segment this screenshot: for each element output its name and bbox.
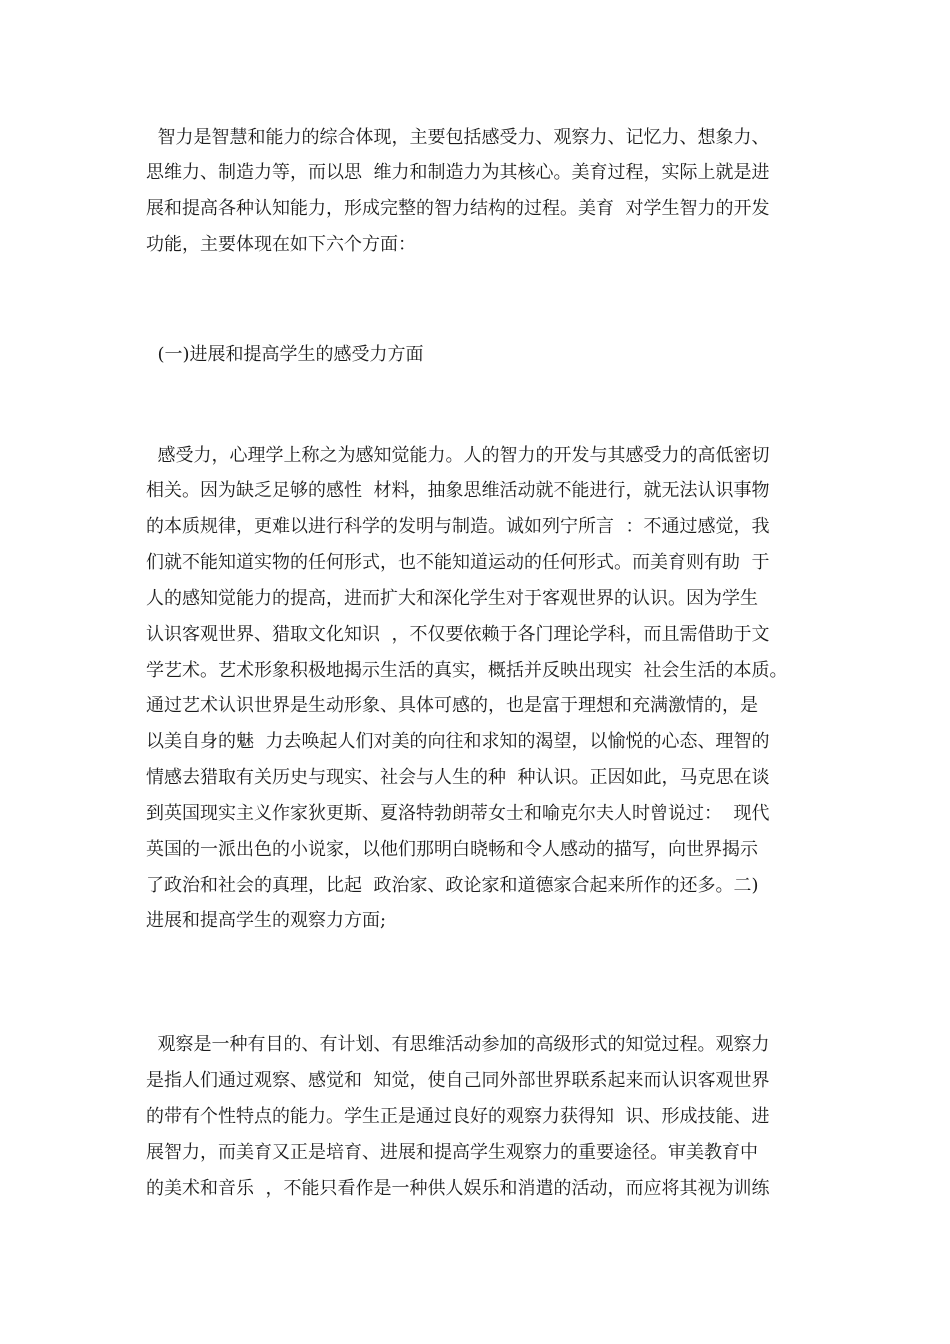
section-1-line-11: 到英国现实主义作家狄更斯、夏洛特勃朗蒂女士和喻克尔夫人时曾说过： 现代 <box>146 803 770 824</box>
section-1-line-4: 们就不能知道实物的任何形式，也不能知道运动的任何形式。而美育则有助 于 <box>146 552 770 573</box>
section-1-line-1: 感受力，心理学上称之为感知觉能力。人的智力的开发与其感受力的高低密切 <box>146 445 770 466</box>
section-1-line-10: 情感去猎取有关历史与现实、社会与人生的种 种认识。正因如此，马克思在谈 <box>146 767 770 788</box>
section-heading-1: (一)进展和提高学生的感受力方面 <box>146 344 424 365</box>
intro-line-1: 智力是智慧和能力的综合体现，主要包括感受力、观察力、记忆力、想象力、 <box>146 127 770 148</box>
section-1-line-5: 人的感知觉能力的提高，进而扩大和深化学生对于客观世界的认识。因为学生 <box>146 588 758 609</box>
section-2-line-4: 展智力，而美育又正是培育、进展和提高学生观察力的重要途径。审美教育中 <box>146 1142 758 1163</box>
section-1-line-9: 以美自身的魅 力去唤起人们对美的向往和求知的渴望，以愉悦的心态、理智的 <box>146 731 770 752</box>
section-1-line-7: 学艺术。艺术形象积极地揭示生活的真实，概括并反映出现实 社会生活的本质。 <box>146 660 788 681</box>
section-2-line-5: 的美术和音乐 ，不能只看作是一种供人娱乐和消遣的活动，而应将其视为训练 <box>146 1178 770 1199</box>
section-1-line-3: 的本质规律，更难以进行科学的发明与制造。诚如列宁所言 ：不通过感觉，我 <box>146 516 770 537</box>
section-1-line-12: 英国的一派出色的小说家，以他们那明白晓畅和令人感动的描写，向世界揭示 <box>146 839 758 860</box>
section-1-line-2: 相关。因为缺乏足够的感性 材料，抽象思维活动就不能进行，就无法认识事物 <box>146 480 770 501</box>
section-2-line-1: 观察是一种有目的、有计划、有思维活动参加的高级形式的知觉过程。观察力 <box>146 1034 770 1055</box>
section-heading-2: 进展和提高学生的观察力方面; <box>146 910 387 931</box>
intro-line-4: 功能，主要体现在如下六个方面： <box>146 234 416 255</box>
section-2-line-2: 是指人们通过观察、感觉和 知觉，使自己同外部世界联系起来而认识客观世界 <box>146 1070 770 1091</box>
section-1-line-13: 了政治和社会的真理，比起 政治家、政论家和道德家合起来所作的还多。二) <box>146 875 759 896</box>
intro-line-2: 思维力、制造力等，而以思 维力和制造力为其核心。美育过程，实际上就是进 <box>146 162 770 183</box>
section-1-line-8: 通过艺术认识世界是生动形象、具体可感的，也是富于理想和充满激情的，是 <box>146 695 758 716</box>
section-1-line-6: 认识客观世界、猎取文化知识 ，不仅要依赖于各门理论学科，而且需借助于文 <box>146 624 770 645</box>
section-2-line-3: 的带有个性特点的能力。学生正是通过良好的观察力获得知 识、形成技能、进 <box>146 1106 770 1127</box>
intro-line-3: 展和提高各种认知能力，形成完整的智力结构的过程。美育 对学生智力的开发 <box>146 198 770 219</box>
